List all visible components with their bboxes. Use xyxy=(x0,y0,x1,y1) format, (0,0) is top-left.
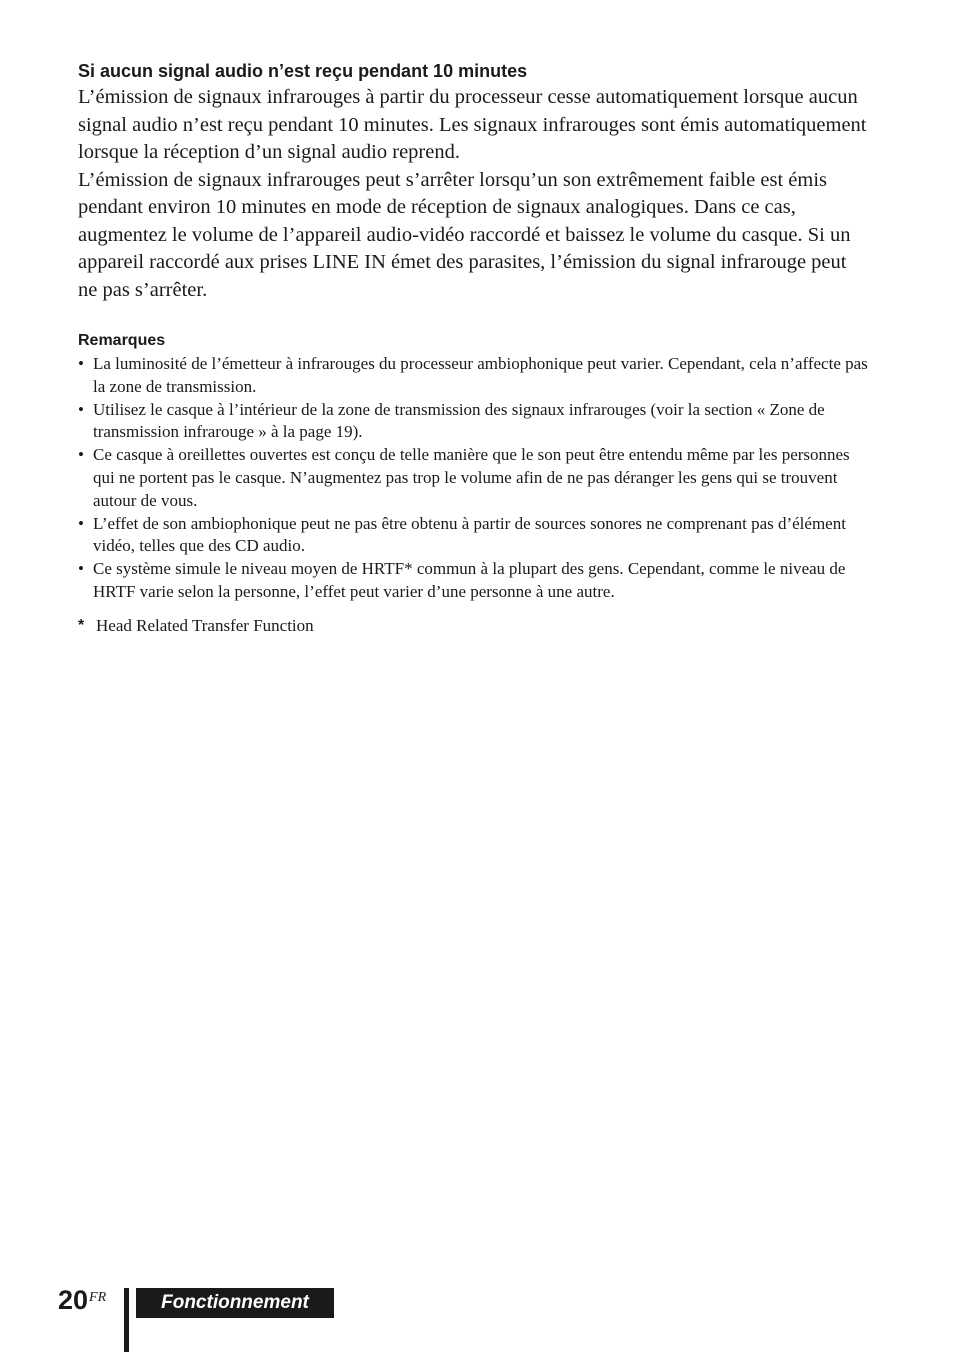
note-text: L’effet de son ambiophonique peut ne pas être obtenu à partir de sources sonores ne comprenant pas d’élément vidéo, telles que des CD audio. xyxy=(93,513,846,556)
body-paragraph-2: L’émission de signaux infrarouges peut s’arrêter lorsqu’un son extrêmement faible est émis pendant environ 10 minutes en mode de réception de signaux analogiques. Dans ce cas, augmentez le volume de l’appareil audio-vidéo raccordé et baissez le volume du casque. Si un appareil raccordé aux prises LINE IN émet des parasites, l’émission du signal infrarouge peut ne pas s’arrêter. xyxy=(78,168,851,301)
footnote xyxy=(78,615,868,638)
note-item xyxy=(78,558,868,604)
bullet-icon: • xyxy=(78,445,84,465)
bullet-icon: • xyxy=(78,354,84,373)
section-heading: Si aucun signal audio n’est reçu pendant 10 minutes xyxy=(78,61,528,81)
bullet-icon: • xyxy=(78,513,84,533)
note-item xyxy=(78,513,868,559)
page-content xyxy=(78,58,868,638)
note-text: Ce système simule le niveau moyen de HRTF* commun à la plupart des gens. Cependant, comme le niveau de HRTF varie selon la personne, l’effet peut varier d’une personne à une autre. xyxy=(93,559,846,601)
note-text: Utilisez le casque à l’intérieur de la zone de transmission des signaux infrarouges (voir la section « Zone de transmission infrarouge » à la page 19). xyxy=(93,399,825,442)
page-number-value: 20 xyxy=(58,1285,89,1315)
note-item xyxy=(78,353,868,399)
note-item xyxy=(78,444,868,512)
note-text: Ce casque à oreillettes ouvertes est conçu de telle manière que le son peut être entendu même par les personnes qui ne portent pas le casque. N’augmentez pas trop le volume afin de ne pas déranger les gens qui se trouvent autour de vous. xyxy=(93,445,850,510)
footer-vertical-rule xyxy=(124,1288,129,1352)
section-tab: Fonctionnement xyxy=(136,1288,334,1318)
page-language-suffix: FR xyxy=(89,1290,107,1305)
note-item xyxy=(78,399,868,445)
notes-heading: Remarques xyxy=(78,332,166,349)
note-text: La luminosité de l’émetteur à infrarouges du processeur ambiophonique peut varier. Cependant, cela n’affecte pas la zone de transmission. xyxy=(93,354,868,396)
bullet-icon: • xyxy=(78,559,84,579)
page-number xyxy=(58,1283,106,1317)
footnote-text: Head Related Transfer Function xyxy=(96,615,314,635)
body-paragraph-1: L’émission de signaux infrarouges à partir du processeur cesse automatiquement lorsque aucun signal audio n’est reçu pendant 10 minutes. Les signaux infrarouges sont émis automatiquement lorsque la réception d’un signal audio reprend. xyxy=(78,86,867,163)
bullet-icon: • xyxy=(78,399,84,419)
notes-list xyxy=(78,353,868,604)
footnote-mark: * xyxy=(78,616,85,634)
